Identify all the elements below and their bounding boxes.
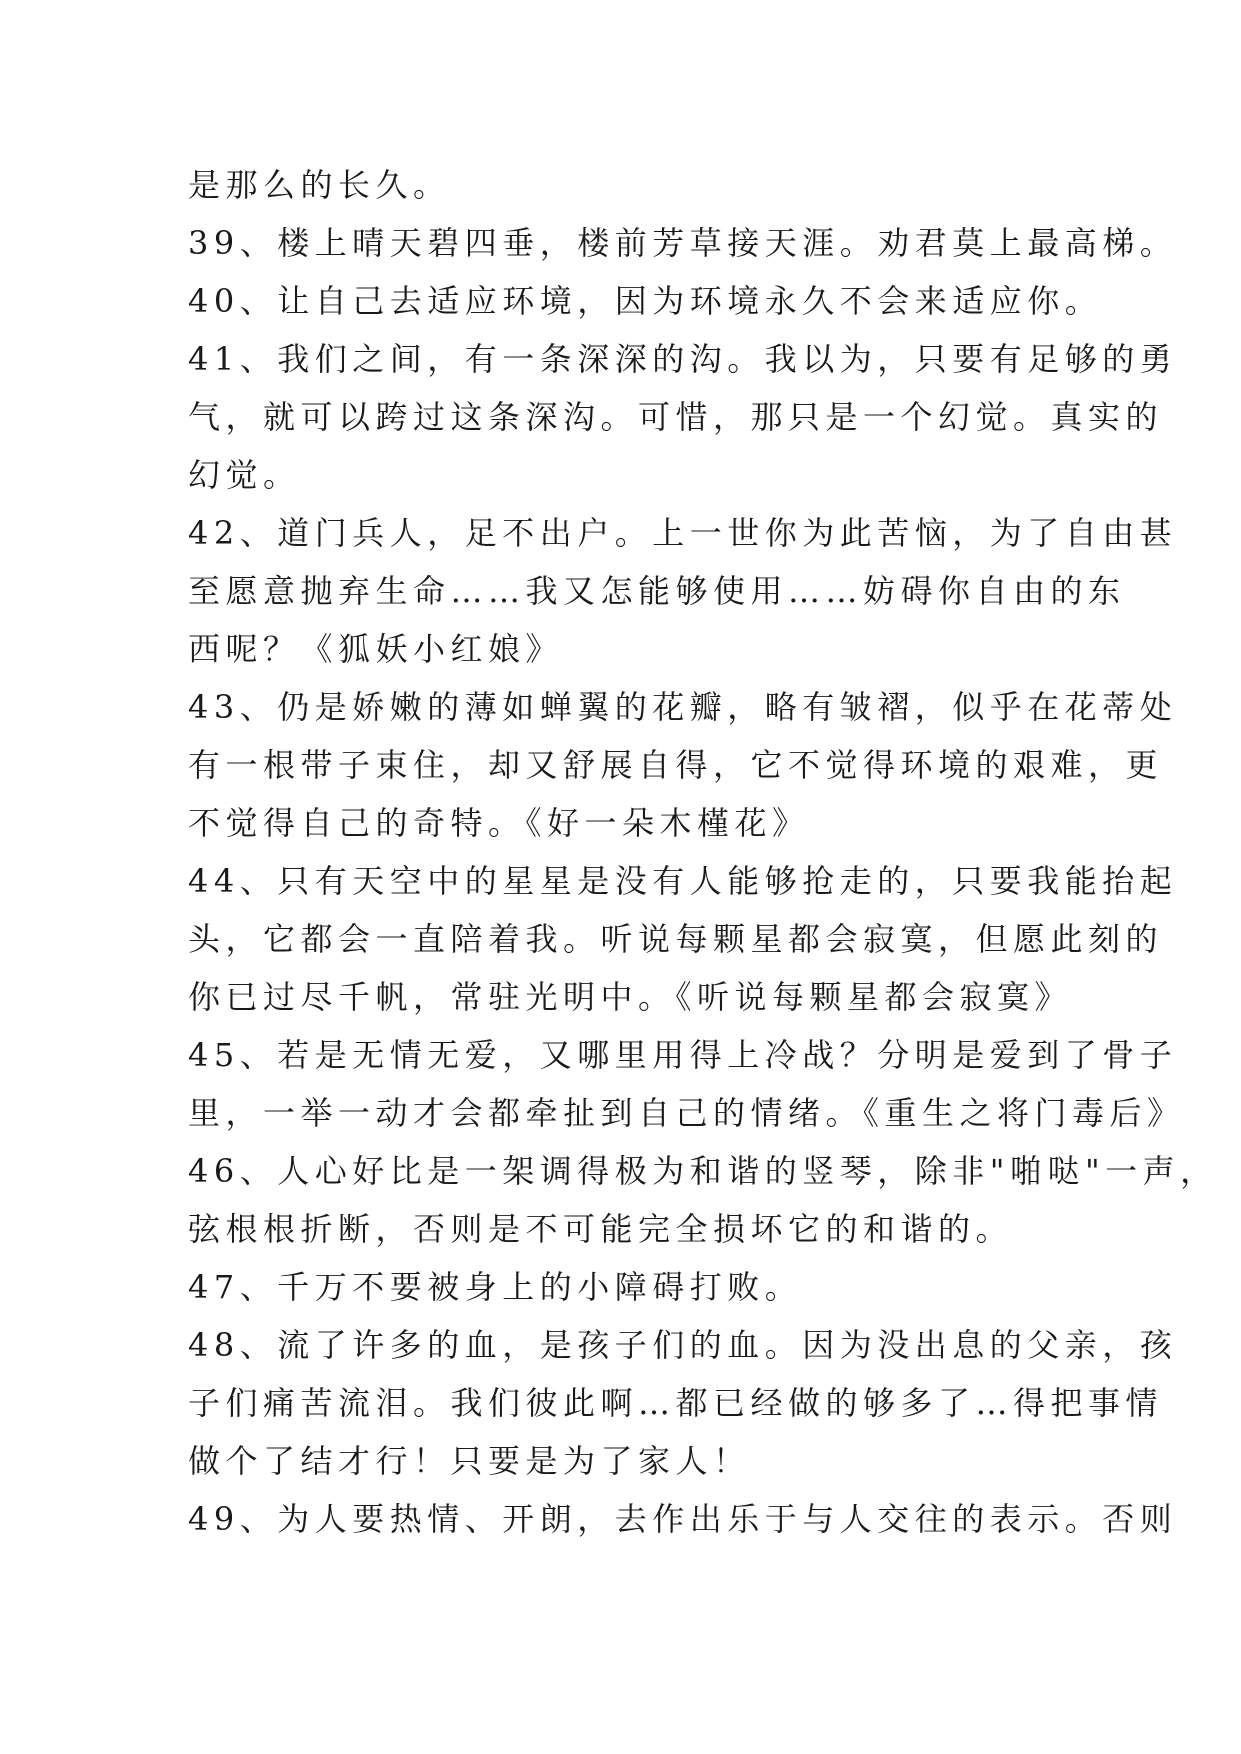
- text-line: 里，一举一动才会都牵扯到自己的情绪。《重生之将门毒后》: [188, 1094, 1185, 1132]
- text-line: 至愿意抛弃生命……我又怎能够使用……妨碍你自由的东: [188, 572, 1126, 610]
- text-line: 49、为人要热情、开朗，去作出乐于与人交往的表示。否则: [188, 1500, 1178, 1538]
- text-line: 弦根根折断，否则是不可能完全损坏它的和谐的。: [188, 1210, 1014, 1248]
- text-line: 48、流了许多的血，是孩子们的血。因为没出息的父亲，孩: [188, 1326, 1178, 1364]
- text-line: 头，它都会一直陪着我。听说每颗星都会寂寞，但愿此刻的: [188, 920, 1164, 958]
- text-line: 39、楼上晴天碧四垂，楼前芳草接天涯。劝君莫上最高梯。: [188, 224, 1178, 262]
- text-line: 41、我们之间，有一条深深的沟。我以为，只要有足够的勇: [188, 340, 1178, 378]
- text-line: 43、仍是娇嫩的薄如蝉翼的花瓣，略有皱褶，似乎在花蒂处: [188, 688, 1178, 726]
- text-line: 子们痛苦流泪。我们彼此啊…都已经做的够多了…得把事情: [188, 1384, 1164, 1422]
- document-body: [188, 156, 1218, 1548]
- text-line: 幻觉。: [188, 456, 301, 494]
- text-line: 气，就可以跨过这条深沟。可惜，那只是一个幻觉。真实的: [188, 398, 1164, 436]
- text-line: 44、只有天空中的星星是没有人能够抢走的，只要我能抬起: [188, 862, 1178, 900]
- text-line: 是那么的长久。: [188, 166, 451, 204]
- text-line: 45、若是无情无爱，又哪里用得上冷战？分明是爱到了骨子: [188, 1036, 1178, 1074]
- text-line: 做个了结才行！只要是为了家人！: [188, 1442, 751, 1480]
- text-line: 不觉得自己的奇特。《好一朵木槿花》: [188, 804, 810, 842]
- text-line: 有一根带子束住，却又舒展自得，它不觉得环境的艰难，更: [188, 746, 1164, 784]
- text-line: 你已过尽千帆，常驻光明中。《听说每颗星都会寂寞》: [188, 978, 1073, 1016]
- text-line: 40、让自己去适应环境，因为环境永久不会来适应你。: [188, 282, 1103, 320]
- text-line: 42、道门兵人，足不出户。上一世你为此苦恼，为了自由甚: [188, 514, 1178, 552]
- text-line: 46、人心好比是一架调得极为和谐的竖琴，除非"啪哒"一声，: [188, 1152, 1218, 1190]
- text-line: 西呢？《狐妖小红娘》: [188, 630, 564, 668]
- text-line: 47、千万不要被身上的小障碍打败。: [188, 1268, 803, 1306]
